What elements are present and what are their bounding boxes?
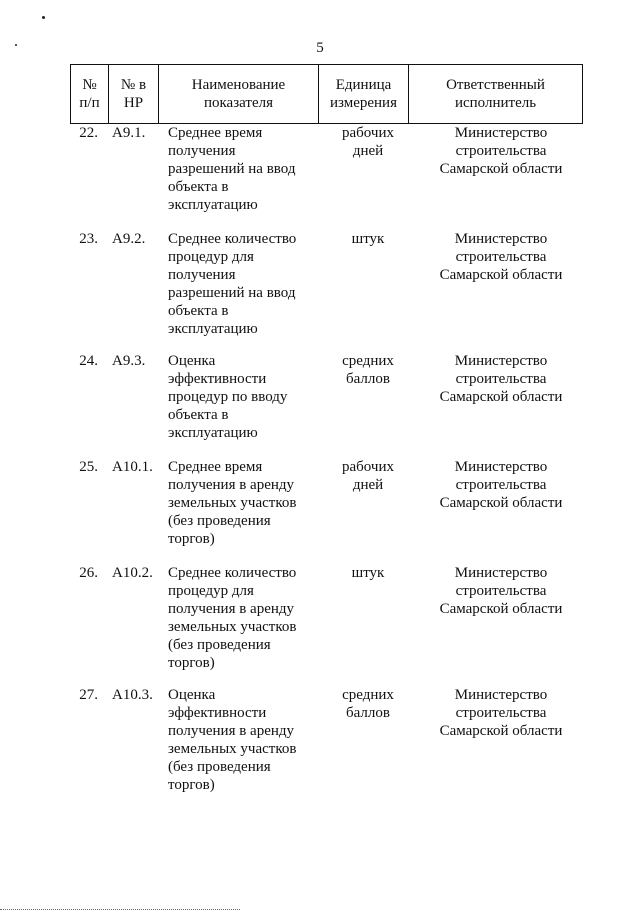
- cell-line: штук: [351, 565, 385, 581]
- header-unit: Единица измерения: [319, 65, 409, 124]
- scan-speck: [42, 16, 45, 19]
- cell-line: получения в аренду: [168, 601, 295, 617]
- cell-line: Самарской области: [439, 267, 563, 283]
- cell-line: Среднее время: [168, 125, 263, 141]
- cell-line: Среднее время: [168, 459, 263, 475]
- cell-line: рабочих: [342, 459, 394, 475]
- cell-line: (без проведения: [168, 637, 271, 653]
- cell-line: процедур для: [168, 583, 254, 599]
- cell-line: строительства: [455, 143, 547, 159]
- cell-line: Министерство: [454, 565, 548, 581]
- cell-line: строительства: [455, 249, 547, 265]
- cell-line: эффективности: [168, 371, 267, 387]
- cell-line: рабочих: [342, 125, 394, 141]
- cell-line: получения: [168, 143, 236, 159]
- responsible: [420, 352, 582, 406]
- responsible: [420, 230, 582, 284]
- cell-line: Самарской области: [439, 161, 563, 177]
- unit: [318, 564, 418, 582]
- cell-line: объекта в: [168, 179, 229, 195]
- responsible: [420, 564, 582, 618]
- responsible: [420, 686, 582, 740]
- cell-line: процедур по вводу: [168, 389, 288, 405]
- cell-line: торгов): [168, 531, 215, 547]
- cell-line: баллов: [346, 371, 390, 387]
- row-number: 23.: [79, 231, 98, 247]
- cell-line: торгов): [168, 777, 215, 793]
- indicator-name: [168, 686, 318, 794]
- cell-line: торгов): [168, 655, 215, 671]
- cell-line: земельных участков: [168, 741, 297, 757]
- cell-line: дней: [352, 477, 384, 493]
- cell-line: Самарской области: [439, 723, 563, 739]
- cell-line: Самарской области: [439, 601, 563, 617]
- cell-line: получения в аренду: [168, 723, 295, 739]
- cell-line: Среднее количество: [168, 231, 297, 247]
- header-responsible: Ответственный исполнитель: [409, 65, 583, 124]
- cell-line: Оценка: [168, 687, 216, 703]
- cell-line: строительства: [455, 477, 547, 493]
- cell-line: дней: [352, 143, 384, 159]
- cell-line: земельных участков: [168, 619, 297, 635]
- row-number: 22.: [79, 125, 98, 141]
- cell-line: разрешений на ввод: [168, 285, 296, 301]
- cell-line: Министерство: [454, 459, 548, 475]
- cell-line: строительства: [455, 583, 547, 599]
- cell-line: баллов: [346, 705, 390, 721]
- cell-line: разрешений на ввод: [168, 161, 296, 177]
- header-nr-number: № в НР: [109, 65, 159, 124]
- cell-line: эксплуатацию: [168, 321, 258, 337]
- cell-line: (без проведения: [168, 513, 271, 529]
- cell-line: штук: [351, 231, 385, 247]
- unit: [318, 458, 418, 494]
- indicator-name: [168, 230, 318, 338]
- header-row-number: № п/п: [71, 65, 109, 124]
- cell-line: Среднее количество: [168, 565, 297, 581]
- table-header: [70, 64, 583, 124]
- nr-code: А9.1.: [112, 125, 146, 141]
- unit: [318, 230, 418, 248]
- cell-line: Министерство: [454, 353, 548, 369]
- cell-line: средних: [342, 687, 394, 703]
- unit: [318, 686, 418, 722]
- cell-line: земельных участков: [168, 495, 297, 511]
- nr-code: А10.1.: [112, 459, 153, 475]
- nr-code: А9.2.: [112, 231, 146, 247]
- cell-line: объекта в: [168, 407, 229, 423]
- row-number: 27.: [79, 687, 98, 703]
- indicator-name: [168, 564, 318, 672]
- indicator-name: [168, 124, 318, 214]
- row-number: 25.: [79, 459, 98, 475]
- cell-line: эксплуатацию: [168, 197, 258, 213]
- cell-line: Министерство: [454, 687, 548, 703]
- page-number: 5: [316, 40, 324, 56]
- responsible: [420, 458, 582, 512]
- cell-line: эффективности: [168, 705, 267, 721]
- cell-line: средних: [342, 353, 394, 369]
- row-number: 24.: [79, 353, 98, 369]
- header-indicator-name: Наименование показателя: [159, 65, 319, 124]
- cell-line: Оценка: [168, 353, 216, 369]
- cell-line: Самарской области: [439, 389, 563, 405]
- cell-line: Министерство: [454, 125, 548, 141]
- unit: [318, 124, 418, 160]
- cell-line: эксплуатацию: [168, 425, 258, 441]
- cell-line: Самарской области: [439, 495, 563, 511]
- unit: [318, 352, 418, 388]
- cell-line: строительства: [455, 371, 547, 387]
- cell-line: получения: [168, 267, 236, 283]
- cell-line: процедур для: [168, 249, 254, 265]
- cell-line: получения в аренду: [168, 477, 295, 493]
- nr-code: А9.3.: [112, 353, 146, 369]
- nr-code: А10.3.: [112, 687, 153, 703]
- row-number: 26.: [79, 565, 98, 581]
- cell-line: объекта в: [168, 303, 229, 319]
- nr-code: А10.2.: [112, 565, 153, 581]
- indicator-name: [168, 458, 318, 548]
- cell-line: (без проведения: [168, 759, 271, 775]
- responsible: [420, 124, 582, 178]
- cell-line: Министерство: [454, 231, 548, 247]
- cell-line: строительства: [455, 705, 547, 721]
- indicator-name: [168, 352, 318, 442]
